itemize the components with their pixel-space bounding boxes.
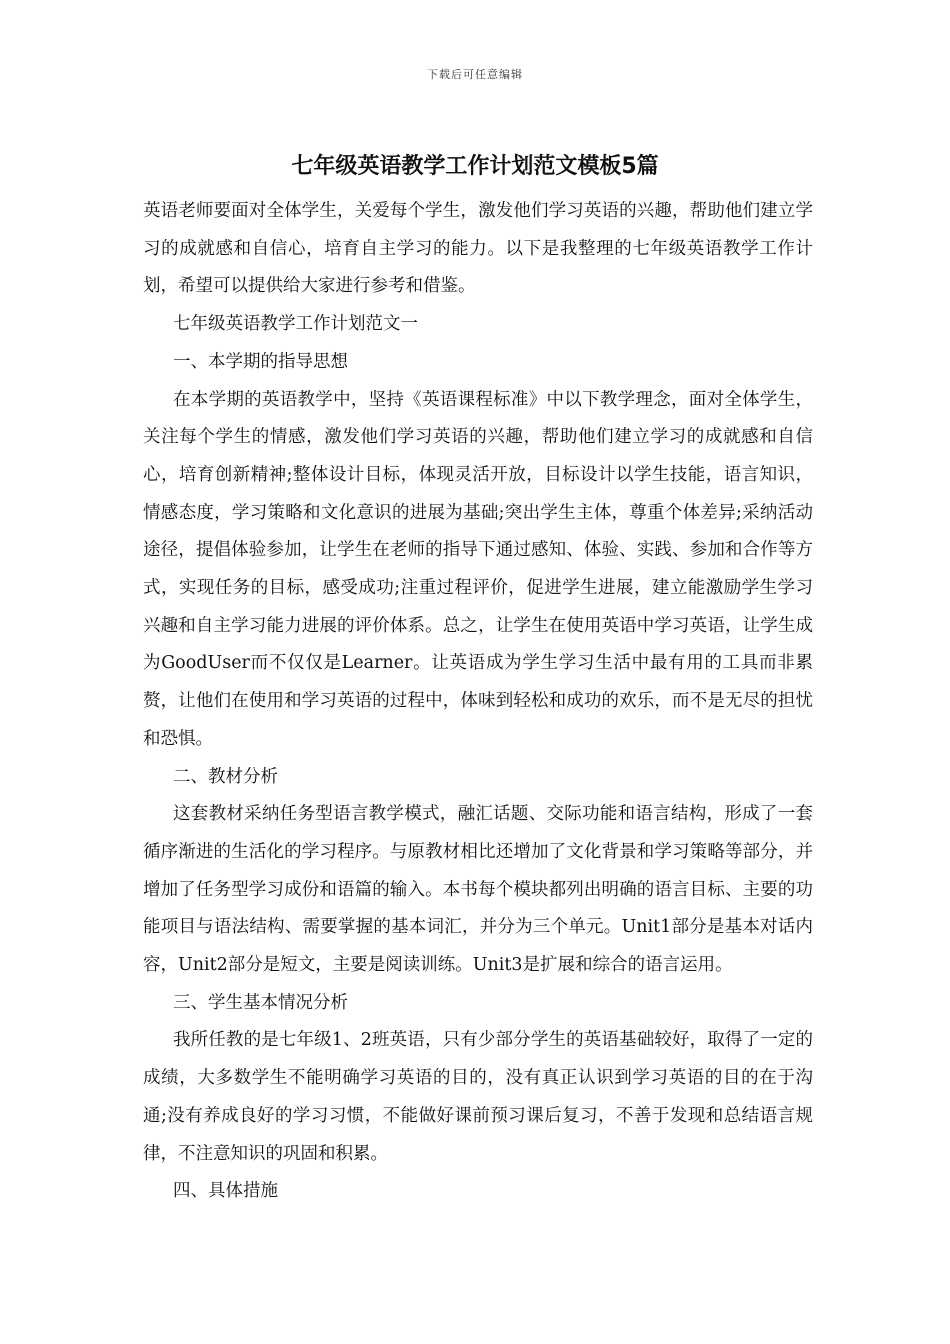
paragraph: 二、教材分析 — [173, 766, 278, 787]
document-body — [143, 193, 813, 1211]
paragraph: 英语老师要面对全体学生，关爱每个学生，激发他们学习英语的兴趣，帮助他们建立学习的成就感和自信心，培育自主学习的能力。以下是我整理的七年级英语教学工作计划，希望可以提供给大家进行参考和借鉴。 — [143, 201, 813, 297]
page-title: 七年级英语教学工作计划范文模板5篇 — [291, 154, 659, 179]
paragraph: 在本学期的英语教学中，坚持《英语课程标准》中以下教学理念，面对全体学生，关注每个学生的情感，激发他们学习英语的兴趣，帮助他们建立学习的成就感和自信心，培育创新精神;整体设计目标，体现灵活开放，目标设计以学生技能，语言知识，情感态度，学习策略和文化意识的进展为基础;突出学生主体，尊重个体差异;采纳活动途径，提倡体验参加，让学生在老师的指导下通过感知、体验、实践、参加和合作等方式，实现任务的目标，感受成功;注重过程评价，促进学生进展，建立能激励学生学习兴趣和自主学习能力进展的评价体系。总之，让学生在使用英语中学习英语，让学生成为GoodUser而不仅仅是Learner。让英语成为学生学习生活中最有用的工具而非累赘，让他们在使用和学习英语的过程中，体味到轻松和成功的欢乐，而不是无尽的担忧和恐惧。 — [143, 389, 813, 749]
paragraph: 这套教材采纳任务型语言教学模式，融汇话题、交际功能和语言结构，形成了一套循序渐进的生活化的学习程序。与原教材相比还增加了文化背景和学习策略等部分，并增加了任务型学习成份和语篇的输入。本书每个模块都列出明确的语言目标、主要的功能项目与语法结构、需要掌握的基本词汇，并分为三个单元。Unit1部分是基本对话内容，Unit2部分是短文，主要是阅读训练。Unit3是扩展和综合的语言运用。 — [143, 804, 813, 976]
paragraph: 一、本学期的指导思想 — [173, 351, 348, 372]
paragraph: 三、学生基本情况分析 — [173, 992, 348, 1013]
paragraph: 我所任教的是七年级1、2班英语，只有少部分学生的英语基础较好，取得了一定的成绩，大多数学生不能明确学习英语的目的，没有真正认识到学习英语的目的在于沟通;没有养成良好的学习习惯，不能做好课前预习课后复习，不善于发现和总结语言规律，不注意知识的巩固和积累。 — [143, 1030, 813, 1164]
paragraph: 七年级英语教学工作计划范文一 — [173, 314, 418, 335]
header-note: 下载后可任意编辑 — [427, 68, 523, 81]
paragraph: 四、具体措施 — [173, 1181, 278, 1202]
